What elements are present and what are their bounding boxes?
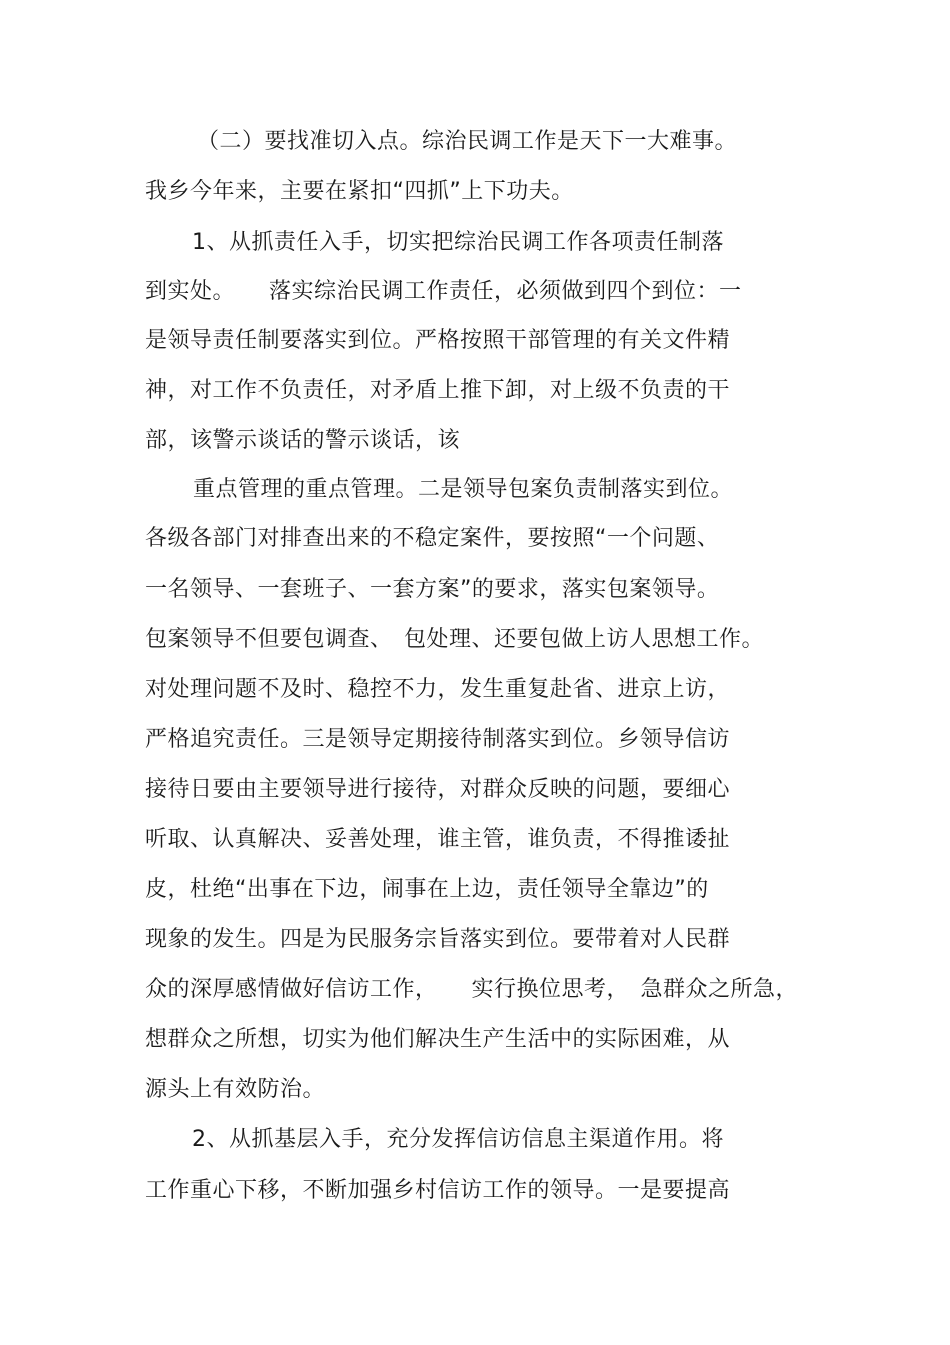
text-line: 神，对工作不负责任，对矛盾上推下卸，对上级不负责的干 [145, 378, 731, 403]
text-line: 一名领导、一套班子、一套方案”的要求，落实包案领导。 [145, 577, 720, 602]
text-line: 想群众之所想，切实为他们解决生产生活中的实际困难，从 [145, 1027, 731, 1052]
text-line: 现象的发生。四是为民服务宗旨落实到位。要带着对人民群 [145, 927, 731, 952]
text-line: 源头上有效防治。 [145, 1077, 326, 1102]
text-line: 众的深厚感情做好信访工作， 实行换位思考， 急群众之所急， [145, 977, 799, 1002]
text-line: 到实处。 落实综治民调工作责任，必须做到四个到位：一 [145, 279, 742, 304]
text-line: 皮，杜绝“出事在下边，闹事在上边，责任领导全靠边”的 [145, 877, 709, 902]
text-line: 是领导责任制要落实到位。严格按照干部管理的有关文件精 [145, 328, 731, 353]
text-line: （二）要找准切入点。综治民调工作是天下一大难事。 [197, 129, 738, 154]
text-line: 接待日要由主要领导进行接待，对群众反映的问题，要细心 [145, 777, 731, 802]
text-line: 对处理问题不及时、稳控不力，发生重复赴省、进京上访， [145, 677, 731, 702]
text-line: 部，该警示谈话的警示谈话，该 [145, 428, 461, 453]
text-line: 包案领导不但要包调查、 包处理、还要包做上访人思想工作。 [145, 627, 765, 652]
text-line: 听取、认真解决、妥善处理，谁主管，谁负责，不得推诿扯 [145, 827, 731, 852]
text-line: 我乡今年来，主要在紧扣“四抓”上下功夫。 [145, 179, 574, 204]
text-line: 工作重心下移，不断加强乡村信访工作的领导。一是要提高 [145, 1178, 731, 1203]
text-line: 严格追究责任。三是领导定期接待制落实到位。乡领导信访 [145, 727, 731, 752]
text-line: 1、从抓责任入手，切实把综治民调工作各项责任制落 [192, 230, 724, 255]
text-line: 各级各部门对排查出来的不稳定案件，要按照“一个问题、 [145, 526, 720, 551]
text-line: 重点管理的重点管理。二是领导包案负责制落实到位。 [193, 477, 734, 502]
text-line: 2、从抓基层入手，充分发挥信访信息主渠道作用。将 [192, 1127, 724, 1152]
